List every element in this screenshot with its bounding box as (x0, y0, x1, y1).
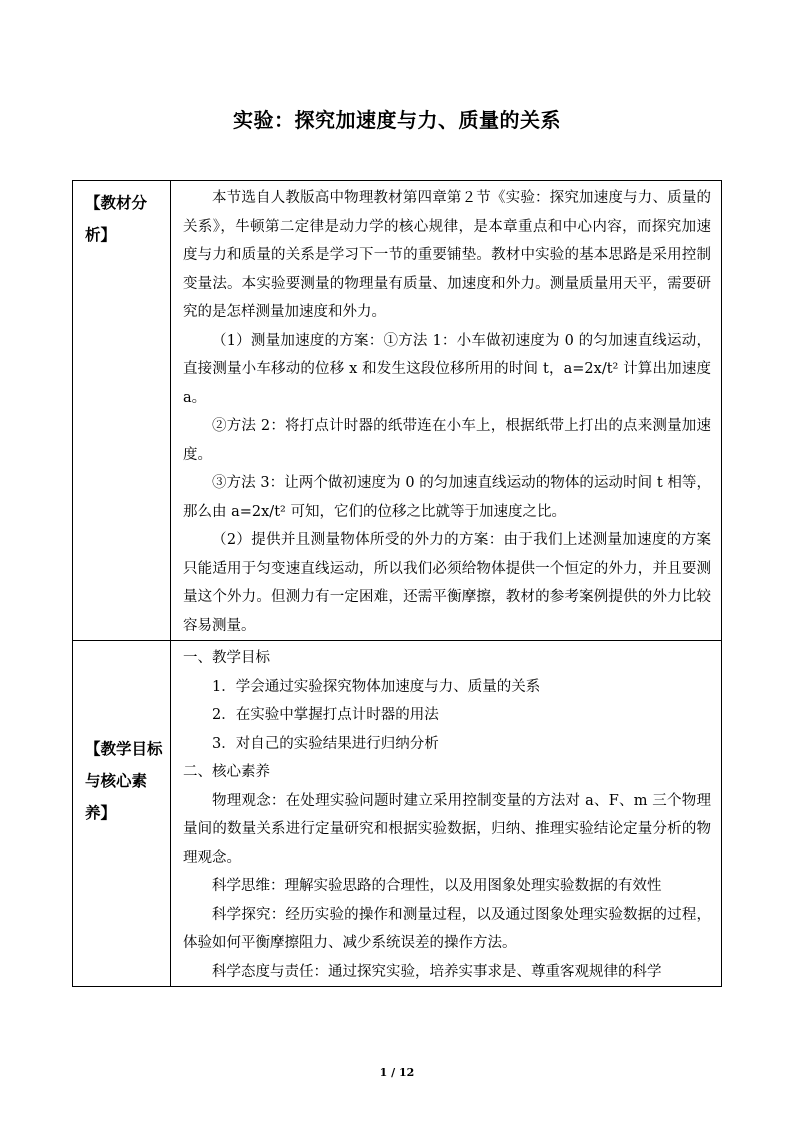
paragraph: 科学态度与责任：通过探究实验，培养实事求是、尊重客观规律的科学 (212, 963, 662, 980)
goals-literacy-content (171, 641, 722, 987)
section-label-goals-literacy: 【教学目标与核心素养】 (85, 739, 163, 822)
paragraph: （2）提供并且测量物体所受的外力的方案：由于我们上述测量加速度的方案只能适用于匀变速直线运动，所以我们必须给物体提供一个恒定的外力，并且要测量这个外力。但测力有一定困难，还需平衡摩擦，教材的参考案例提供的外力比较容易测量。 (183, 532, 711, 634)
table-row (73, 181, 722, 641)
list-item: 1．学会通过实验探究物体加速度与力、质量的关系 (212, 678, 541, 695)
textbook-analysis-content (171, 181, 722, 641)
section-heading: 二、核心素养 (183, 764, 270, 780)
row-label-cell (73, 181, 171, 641)
row-label-cell (73, 641, 171, 987)
document-title: 实验：探究加速度与力、质量的关系 (233, 108, 561, 132)
list-item: 2．在实验中掌握打点计时器的用法 (212, 707, 439, 723)
paragraph: ②方法 2：将打点计时器的纸带连在小车上，根据纸带上打出的点来测量加速度。 (183, 418, 711, 463)
paragraph: ③方法 3：让两个做初速度为 0 的匀加速直线运动的物体的运动时间 t 相等，那么由 a=2x/t² 可知，它们的位移之比就等于加速度之比。 (183, 475, 711, 520)
section-label-textbook-analysis: 【教材分析】 (85, 193, 148, 244)
paragraph: 本节选自人教版高中物理教材第四章第２节《实验：探究加速度与力、质量的关系》，牛顿第二定律是动力学的核心规律，是本章重点和中心内容，而探究加速度与力和质量的关系是学习下一节的重要铺垫。教材中实验的基本思路是采用控制变量法。本实验要测量的物理量有质量、加速度和外力。测量质量用天平，需要研究的是怎样测量加速度和外力。 (183, 190, 711, 320)
paragraph: （1）测量加速度的方案：①方法 1：小车做初速度为 0 的匀加速直线运动，直接测量小车移动的位移 x 和发生这段位移所用的时间 t，a=2x/t² 计算出加速度 a。 (183, 332, 711, 406)
section-heading: 一、教学目标 (183, 650, 270, 666)
table-row (73, 641, 722, 987)
page-number: 1 / 12 (379, 1066, 415, 1079)
paragraph: 科学思维：理解实验思路的合理性，以及用图象处理实验数据的有效性 (212, 878, 662, 894)
lesson-plan-table (72, 180, 722, 987)
list-item: 3．对自己的实验结果进行归纳分析 (212, 735, 439, 752)
paragraph: 物理观念：在处理实验问题时建立采用控制变量的方法对 a、F、m 三个物理量间的数量关系进行定量研究和根据实验数据，归纳、推理实验结论定量分析的物理观念。 (183, 792, 711, 866)
paragraph: 科学探究：经历实验的操作和测量过程，以及通过图象处理实验数据的过程，体验如何平衡摩擦阻力、减少系统误差的操作方法。 (183, 906, 711, 951)
